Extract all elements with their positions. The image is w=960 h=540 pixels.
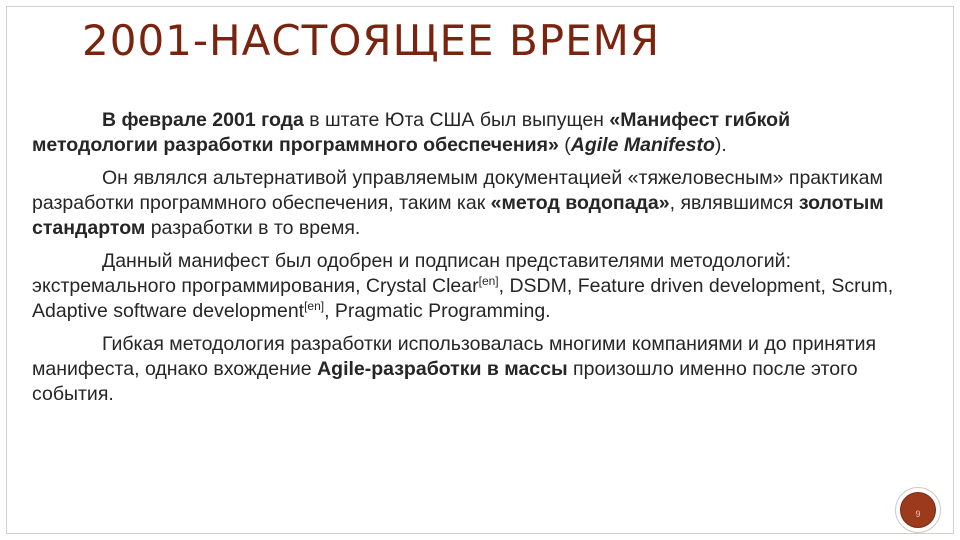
text-normal: произошло именно после этого события. [32,358,858,405]
text-bold: Agile-разработки в массы [317,358,568,380]
paragraph-signatories [32,249,912,324]
text-normal: , являвшимся [669,192,799,214]
text-normal: разработки в то время. [145,217,361,239]
text-normal: , Pragmatic Programming. [324,300,551,322]
text-normal: ( [558,134,571,156]
superscript-link[interactable]: [en] [478,274,499,288]
page-number-circle [900,492,936,528]
text-normal: Гибкая методология разработки использовалась многими компаниями и до принятия манифеста, однако вхождение [32,333,877,380]
slide-title: 2001-НАСТОЯЩЕЕ ВРЕМЯ [82,16,661,65]
text-bold-italic: Agile Manifesto [570,134,715,156]
paragraph-alternative [32,166,912,241]
text-bold: «метод водопада» [490,192,670,214]
page-number: 9 [915,509,921,519]
text-normal: Данный манифест был одобрен и подписан представителями методологий: экстремального программирования, Crystal Clear [32,250,791,297]
superscript-link[interactable]: [en] [304,299,325,313]
text-bold: «Манифест гибкой методологии разработки программного обеспечения» [32,109,791,156]
text-normal: Он являлся альтернативой управляемым документацией «тяжеловесным» практикам разработки программного обеспечения, таким как [32,167,883,214]
text-normal: ). [714,134,727,156]
slide-body [32,108,912,415]
paragraph-manifesto [32,108,912,158]
paragraph-adoption [32,332,912,407]
text-bold: золотым стандартом [32,192,884,239]
page-number-badge [895,487,941,533]
text-normal: , DSDM, Feature driven development, Scrum, Adaptive software development [32,275,894,322]
text-bold: В феврале 2001 года [102,109,304,131]
text-normal: в штате Юта США был выпущен [303,109,610,131]
